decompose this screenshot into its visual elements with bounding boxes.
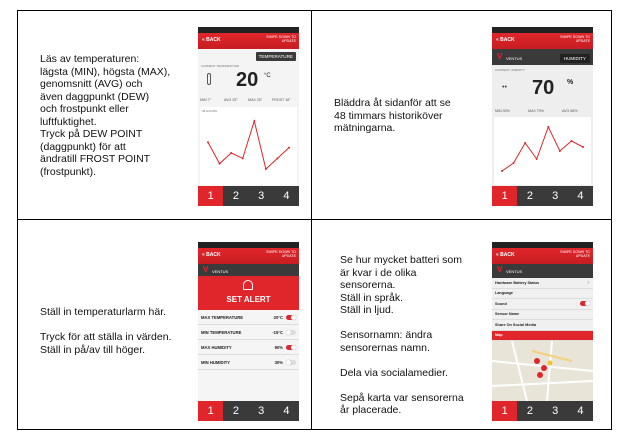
chart-line [200, 113, 297, 183]
top-bar [198, 33, 299, 49]
data-point [547, 126, 549, 128]
alert-header [198, 276, 299, 310]
page-nav [492, 401, 593, 421]
toggle-switch[interactable] [286, 315, 296, 320]
content-area [198, 49, 299, 186]
nav-page-4[interactable]: 4 [283, 190, 290, 202]
ventus-logo-icon: V [497, 52, 503, 61]
nav-page-4[interactable]: 4 [577, 405, 584, 417]
top-bar [492, 248, 593, 264]
nav-page-2[interactable]: 2 [232, 405, 239, 417]
phone-screenshot-settings [492, 242, 593, 421]
nav-page-3[interactable]: 3 [258, 190, 265, 202]
data-point [265, 168, 267, 170]
ventus-logo-icon: V [203, 265, 209, 274]
row-label: Sound [495, 301, 507, 306]
settings-row-battery[interactable] [492, 278, 593, 289]
thermometer-icon [207, 73, 211, 85]
nav-page-1[interactable]: 1 [492, 186, 517, 206]
series-line [208, 121, 289, 169]
swipe-hint: SWIPE DOWN TO UPDATE [560, 35, 590, 43]
current-value: 70 [532, 77, 555, 99]
logo-strip [492, 49, 593, 65]
alert-row-min-temperature[interactable] [198, 325, 299, 340]
logo-text: VENTUS [506, 56, 523, 61]
back-button[interactable]: « BACK [496, 252, 515, 258]
row-value: -15°C [272, 329, 283, 335]
history-chart[interactable] [200, 107, 297, 185]
phone-screenshot-humidity [492, 27, 593, 206]
unit-label: % [567, 79, 574, 86]
stat-min: MIN 7° [200, 98, 212, 102]
row-label: MAX TEMPERATURE [201, 314, 244, 320]
alert-row-max-temperature[interactable] [198, 310, 299, 325]
stat-frost: FROST 18° [272, 98, 291, 102]
row-label: Hardware Battery Status [495, 280, 540, 285]
logo-text: VENTUS [506, 269, 523, 274]
bell-icon [243, 280, 253, 290]
cell-alerts [18, 220, 312, 429]
data-point [207, 141, 209, 143]
toggle-switch[interactable] [286, 345, 296, 350]
data-point [501, 170, 503, 172]
instruction-text: Läs av temperaturen: lägsta (MIN), högsta (MAX), genomsnitt (AVG) och även daggpunkt (DEW) och frostpunkt eller luftfuktighet. Tryck på DEW POINT (daggpunkt) för att ändratill FROST POINT (frostpunkt). [40, 53, 171, 178]
page-nav [198, 401, 299, 421]
settings-row-share[interactable] [492, 320, 593, 331]
nav-page-1[interactable]: 1 [492, 401, 517, 421]
ventus-logo-icon: V [497, 265, 503, 274]
data-point [253, 120, 255, 122]
stat-avg: AVG 25° [224, 98, 238, 102]
data-point [513, 162, 515, 164]
nav-page-1[interactable]: 1 [198, 401, 223, 421]
nav-page-2[interactable]: 2 [526, 190, 533, 202]
settings-row-sensor-name[interactable] [492, 310, 593, 321]
chart-label: 48 HOURS [202, 109, 218, 113]
cell-humidity [312, 11, 611, 220]
unit-label: °C [264, 73, 271, 79]
page-nav [492, 186, 593, 206]
current-label: CURRENT HUMIDITY [495, 68, 525, 72]
nav-page-2[interactable]: 2 [526, 405, 533, 417]
mode-button[interactable]: TEMPERATURE [256, 52, 296, 61]
data-point [288, 147, 290, 149]
data-point [524, 142, 526, 144]
toggle-switch[interactable] [286, 360, 296, 365]
logo-strip [198, 264, 299, 276]
stat-max: MAX 70% [528, 109, 544, 113]
alert-list [198, 310, 299, 401]
row-value: 20°C [273, 314, 283, 320]
page-nav [198, 186, 299, 206]
nav-page-3[interactable]: 3 [258, 405, 265, 417]
settings-row-sound[interactable] [492, 299, 593, 310]
row-label: MAX HUMIDITY [201, 344, 232, 350]
nav-page-3[interactable]: 3 [552, 405, 559, 417]
alert-title: SET ALERT [226, 295, 271, 304]
nav-page-2[interactable]: 2 [232, 190, 239, 202]
toggle-switch[interactable] [580, 301, 590, 306]
current-value: 20 [236, 69, 259, 91]
row-value: 30% [274, 359, 283, 365]
settings-row-language[interactable] [492, 289, 593, 300]
instruction-table [17, 10, 612, 430]
data-point [242, 157, 244, 159]
top-bar [492, 33, 593, 49]
instruction-text: Se hur mycket batteri som är kvar i de olika sensorerna. Ställ in språk. Ställ in ljud. Sensornamn: ändra sensorernas namn. Dela via socialamedier. Sepå karta var sensorerna år placerade. [340, 254, 464, 416]
back-button[interactable]: « BACK [496, 37, 515, 43]
data-point [536, 158, 538, 160]
settings-list [492, 278, 593, 341]
stat-avg: AVG 68% [562, 109, 578, 113]
mode-button[interactable]: HUMIDITY [560, 54, 590, 63]
nav-page-1[interactable]: 1 [198, 186, 223, 206]
data-point [559, 150, 561, 152]
row-value: 90% [274, 344, 283, 350]
instruction-text: Bläddra åt sidanför att se 48 timmars historiköver mätningarna. [334, 97, 451, 134]
swipe-hint: SWIPE DOWN TO UPDATE [266, 35, 296, 43]
series-line [502, 127, 583, 171]
logo-strip [492, 264, 593, 276]
row-label: Map [495, 333, 503, 338]
swipe-hint: SWIPE DOWN TO UPDATE [560, 250, 590, 258]
back-button[interactable]: « BACK [202, 37, 221, 43]
data-point [582, 146, 584, 148]
stat-min: MIN 30% [495, 109, 510, 113]
phone-screenshot-temperature [198, 27, 299, 206]
cell-temperature [18, 11, 312, 220]
content-area [492, 49, 593, 186]
logo-text: VENTUS [212, 269, 229, 274]
settings-row-map[interactable] [492, 331, 593, 342]
data-point [219, 163, 221, 165]
nav-page-4[interactable]: 4 [577, 190, 584, 202]
droplets-icon: •• [502, 84, 507, 91]
nav-page-4[interactable]: 4 [283, 405, 290, 417]
row-label: Language [495, 291, 513, 296]
alert-row-min-humidity[interactable] [198, 355, 299, 370]
history-chart[interactable] [494, 117, 591, 185]
data-point [276, 157, 278, 159]
chevron-right-icon: › [587, 279, 589, 286]
map-view[interactable] [492, 341, 593, 401]
swipe-hint: SWIPE DOWN TO UPDATE [266, 250, 296, 258]
stat-max: MAX 25° [248, 98, 263, 102]
row-label: MIN TEMPERATURE [201, 329, 242, 335]
instruction-text: Ställ in temperaturlarm här. Tryck för att ställa in värden. Ställ in på/av till höger. [40, 306, 172, 356]
toggle-switch[interactable] [286, 330, 296, 335]
current-label: CURRENT TEMPERATURE [201, 64, 239, 68]
data-point [230, 152, 232, 154]
row-label: Sensor Name [495, 312, 520, 317]
top-bar [198, 248, 299, 264]
map-icon [492, 341, 593, 401]
row-label: MIN HUMIDITY [201, 359, 231, 365]
cell-settings [312, 220, 611, 429]
phone-screenshot-alert [198, 242, 299, 421]
chart-line [494, 119, 591, 183]
nav-page-3[interactable]: 3 [552, 190, 559, 202]
data-point [570, 140, 572, 142]
row-label: Share On Social Media [495, 322, 536, 327]
alert-row-max-humidity[interactable] [198, 340, 299, 355]
back-button[interactable]: « BACK [202, 252, 221, 258]
